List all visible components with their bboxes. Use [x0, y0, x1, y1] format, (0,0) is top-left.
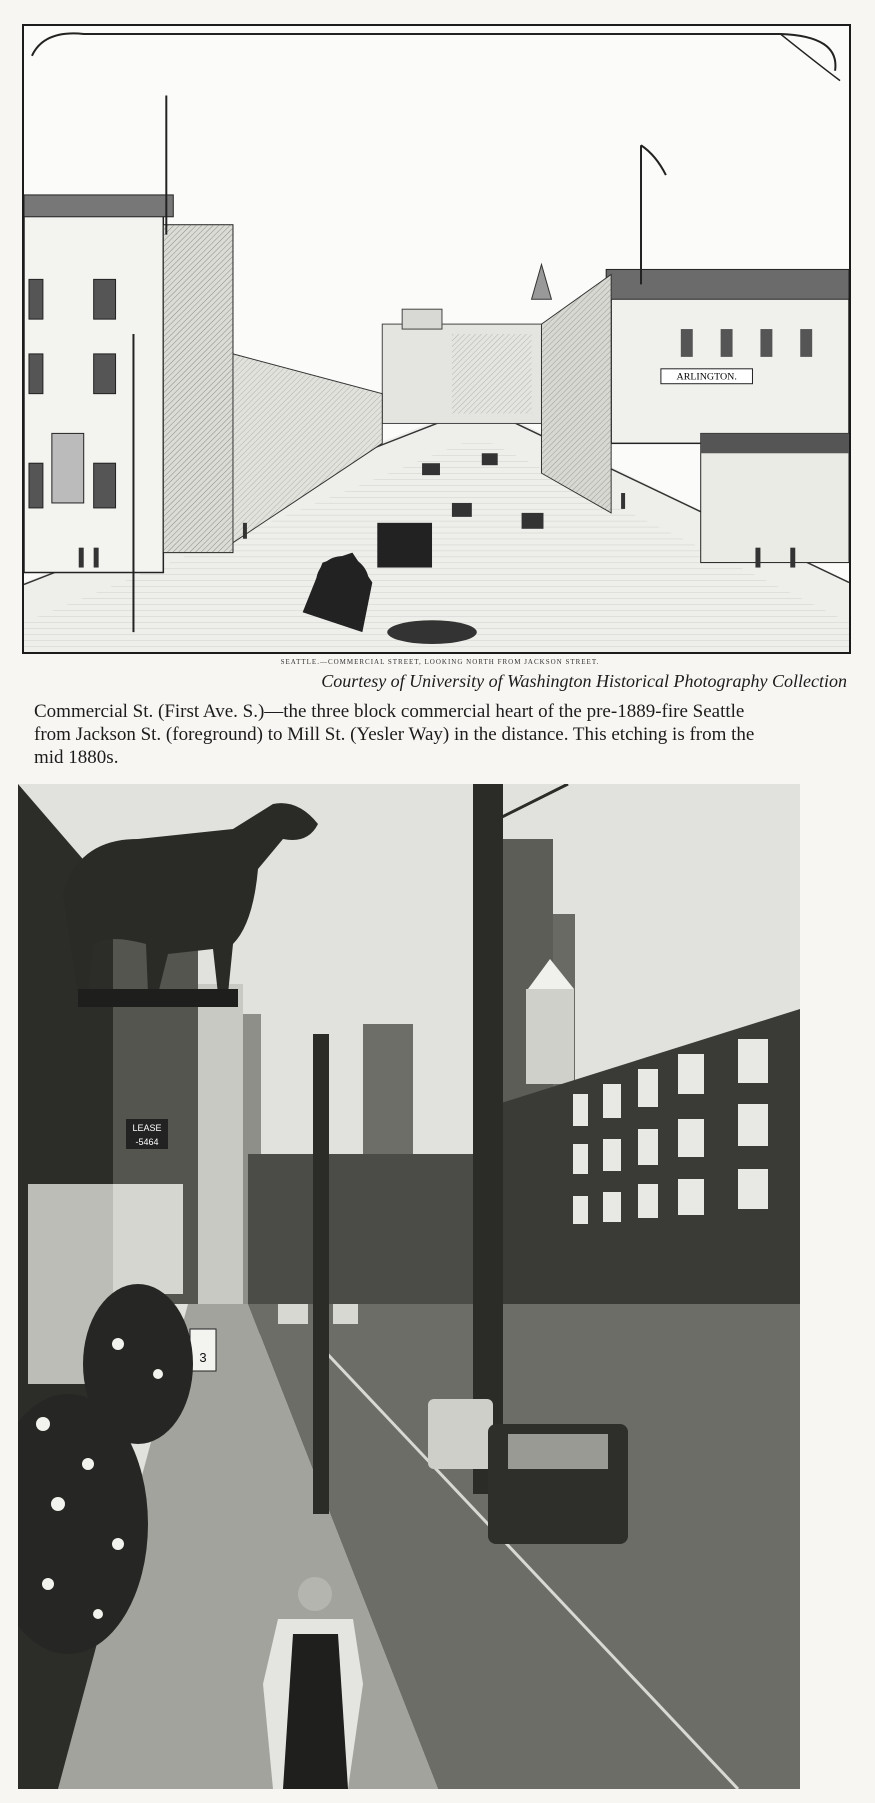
street-photograph: [18, 784, 800, 1789]
etching-image: [22, 24, 851, 654]
etching-drawing: [24, 26, 849, 652]
lease-sign-text: LEASE: [132, 1123, 162, 1133]
photo-credit: Courtesy of University of Washington Historical Photography Collection: [321, 671, 847, 691]
lease-sign-phone: -5464: [135, 1137, 159, 1147]
engraving-caption: SEATTLE.—COMMERCIAL STREET, LOOKING NORTH FROM JACKSON STREET.: [280, 658, 600, 666]
article-caption: Commercial St. (First Ave. S.)—the three block commercial heart of the pre-1889-fire Seattle from Jackson St. (foreground) to Mill St. (Yesler Way) in the distance. This etching is from the mid 1880s.: [34, 701, 755, 768]
arlington-sign-text: ARLINGTON.: [676, 371, 737, 383]
street-photo-drawing: [18, 784, 800, 1789]
parking-sign-text: 3: [199, 1350, 207, 1365]
